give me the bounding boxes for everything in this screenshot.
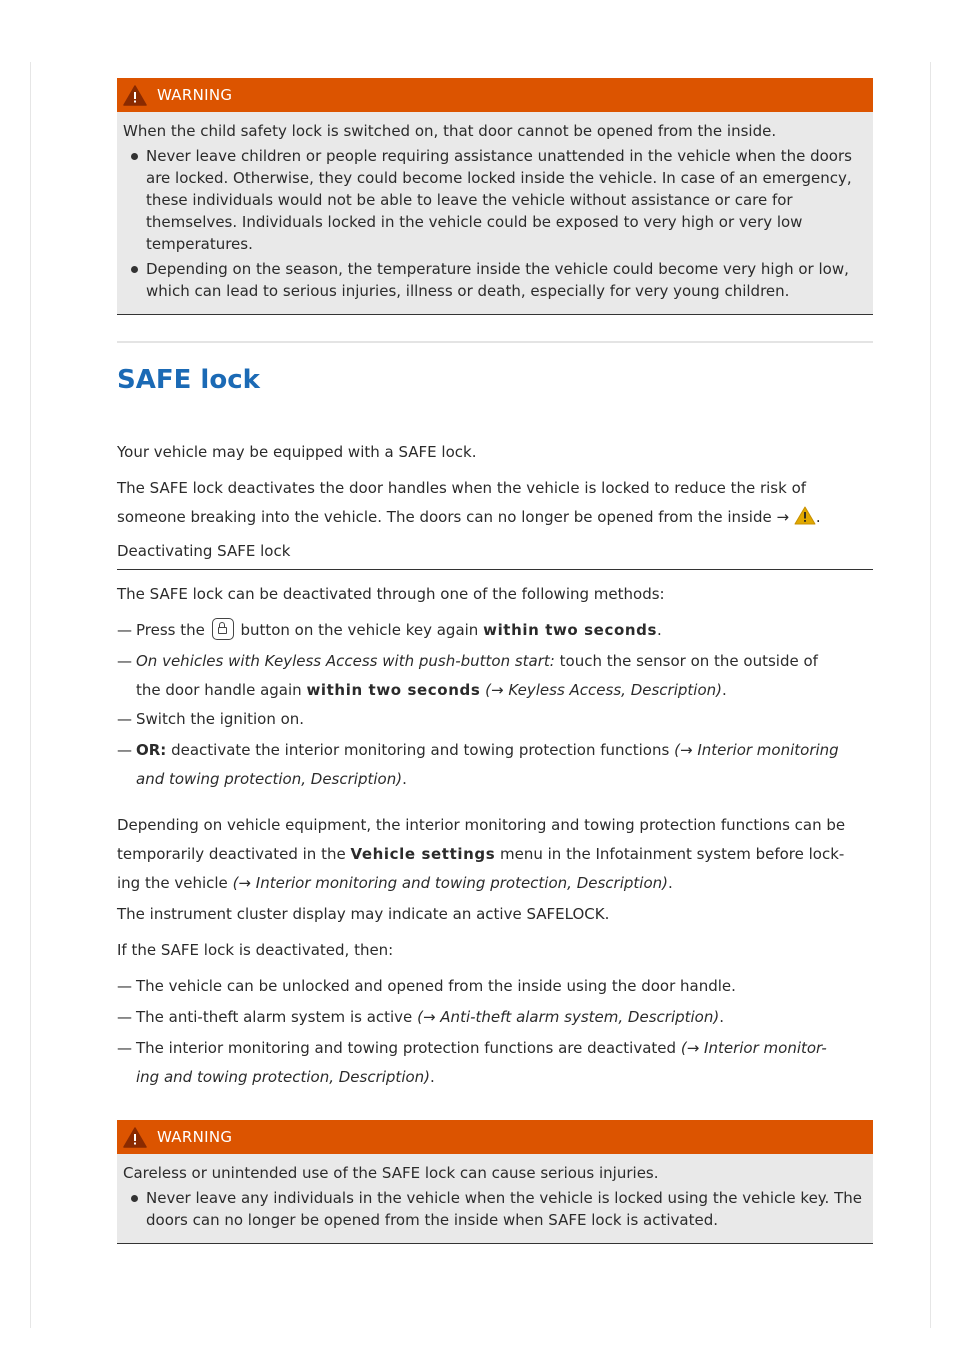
lock-button-icon [212,618,234,640]
punctuation: . [402,770,407,788]
subheading: Deactivating SAFE lock [117,542,291,560]
equipment-paragraph [117,811,877,898]
method-item [117,616,877,645]
method-item [117,736,877,794]
paragraph-text: menu in the Infotainment system before lock- [500,845,845,863]
warning-header [117,78,873,112]
cross-reference-link[interactable]: (→ Anti-theft alarm system, Description) [417,1008,720,1026]
method-text: Switch the ignition on. [136,710,305,728]
warning-bullet [123,1187,867,1231]
description-line: The SAFE lock deactivates the door handles when the vehicle is locked to reduce the risk of [117,479,807,497]
cross-reference-link[interactable]: (→ Interior monitoring and towing protection, Description) [232,874,668,892]
warning-header [117,1120,873,1154]
warning-bullet-text: Never leave any individuals in the vehicle when the vehicle is locked using the vehicle key. The doors can no longer be opened from the inside when SAFE lock is activated. [146,1189,862,1229]
warning-intro: When the child safety lock is switched on, that door cannot be opened from the inside. [123,122,777,140]
result-text: The vehicle can be unlocked and opened from the inside using the door handle. [136,977,736,995]
warning-intro: Careless or unintended use of the SAFE lock can cause serious injuries. [123,1164,659,1182]
method-text: Press the [136,621,205,639]
description-line: someone breaking into the vehicle. The doors can no longer be opened from the inside [117,508,772,526]
section-divider [117,341,873,343]
cross-reference-arrow: → [238,874,251,892]
result-text: The anti-theft alarm system is active [136,1008,413,1026]
intro-paragraph: Your vehicle may be equipped with a SAFE lock. [117,443,477,461]
warning-box-child-safety [117,78,873,315]
result-text: The interior monitoring and towing protection functions are deactivated [136,1039,677,1057]
page-margin-line-right [930,62,931,1328]
result-item [117,1003,877,1032]
dash-marker: — [117,1008,132,1026]
bullet-dot-icon [131,1195,138,1202]
dash-marker: — [117,710,132,728]
paragraph-text: temporarily deactivated in the [117,845,346,863]
warning-bullet-text: Never leave children or people requiring assistance unattended in the vehicle when the doors are locked. Otherwise, they could become locked inside the vehicle. In case of an emergency, these individuals would not be able to leave the vehicle without assistance or care for themselves. Individuals locked in the vehicle could be exposed to very high or very low temperatures. [146,147,852,253]
menu-name: Vehicle settings [350,845,496,863]
dash-marker: — [117,1039,132,1057]
description-paragraph [117,474,877,532]
warning-title: WARNING [157,86,233,104]
page-margin-line-left [30,62,31,1328]
cross-reference-arrow: → [679,741,693,759]
subheading-underline [117,569,873,570]
warning-title: WARNING [157,1128,233,1146]
cross-reference-arrow: → [686,1039,700,1057]
dash-marker: — [117,621,132,639]
paragraph-text: ing the vehicle [117,874,228,892]
cross-reference-text: Anti-theft alarm system, Description) [440,1008,720,1026]
punctuation: . [657,621,662,639]
cross-reference-link[interactable]: (→ Interior monitoring [674,741,839,759]
warning-bullet [123,145,867,255]
bullet-dot-icon [131,266,138,273]
bullet-dot-icon [131,153,138,160]
warning-triangle-icon [123,1127,147,1148]
deactivated-intro: If the SAFE lock is deactivated, then: [117,941,394,959]
method-item [117,705,877,734]
result-item [117,972,877,1001]
punctuation: . [815,508,821,526]
cross-reference-arrow: → [776,508,790,526]
cross-reference-text: Interior monitoring and towing protection, Description) [255,874,668,892]
punctuation: . [667,874,673,892]
warning-triangle-icon [794,506,816,525]
cross-reference-text[interactable]: and towing protection, Description) [136,770,403,788]
result-item [117,1034,877,1092]
dash-marker: — [117,741,132,759]
cross-reference-text[interactable]: ing and towing protection, Description) [136,1068,431,1086]
method-text: button on the vehicle key again [240,621,479,639]
punctuation: . [721,681,727,699]
method-text: touch the sensor on the outside of [559,652,818,670]
warning-bullet-text: Depending on the season, the temperature inside the vehicle could become very high or low, which can lead to serious injuries, illness or death, especially for very young children. [146,260,849,300]
emphasis-text: OR: [136,741,167,759]
cross-reference-arrow: → [422,1008,436,1026]
cluster-paragraph: The instrument cluster display may indicate an active SAFELOCK. [117,905,610,923]
section-title: SAFE lock [117,365,260,395]
emphasis-text: within two seconds [306,681,481,699]
cross-reference-arrow: → [490,681,504,699]
punctuation: . [719,1008,724,1026]
method-item [117,647,877,705]
cross-reference-text: Keyless Access, Description) [508,681,722,699]
dash-marker: — [117,977,132,995]
cross-reference-link[interactable]: (→ Interior monitor- [680,1039,827,1057]
method-text: deactivate the interior monitoring and towing protection functions [171,741,670,759]
cross-reference-text: Interior monitoring [697,741,839,759]
warning-box-safe-lock [117,1120,873,1244]
cross-reference-text: Interior monitor- [704,1039,827,1057]
dash-marker: — [117,652,132,670]
methods-intro: The SAFE lock can be deactivated through one of the following methods: [117,585,665,603]
emphasis-text: within two seconds [483,621,657,639]
paragraph-text: Depending on vehicle equipment, the interior monitoring and towing protection functions can be [117,816,846,834]
condition-text: On vehicles with Keyless Access with push-button start: [136,652,555,670]
warning-bullet [123,258,867,302]
warning-triangle-icon [123,85,147,106]
punctuation: . [430,1068,435,1086]
cross-reference-link[interactable]: (→ Keyless Access, Description) [485,681,722,699]
method-text: the door handle again [136,681,302,699]
